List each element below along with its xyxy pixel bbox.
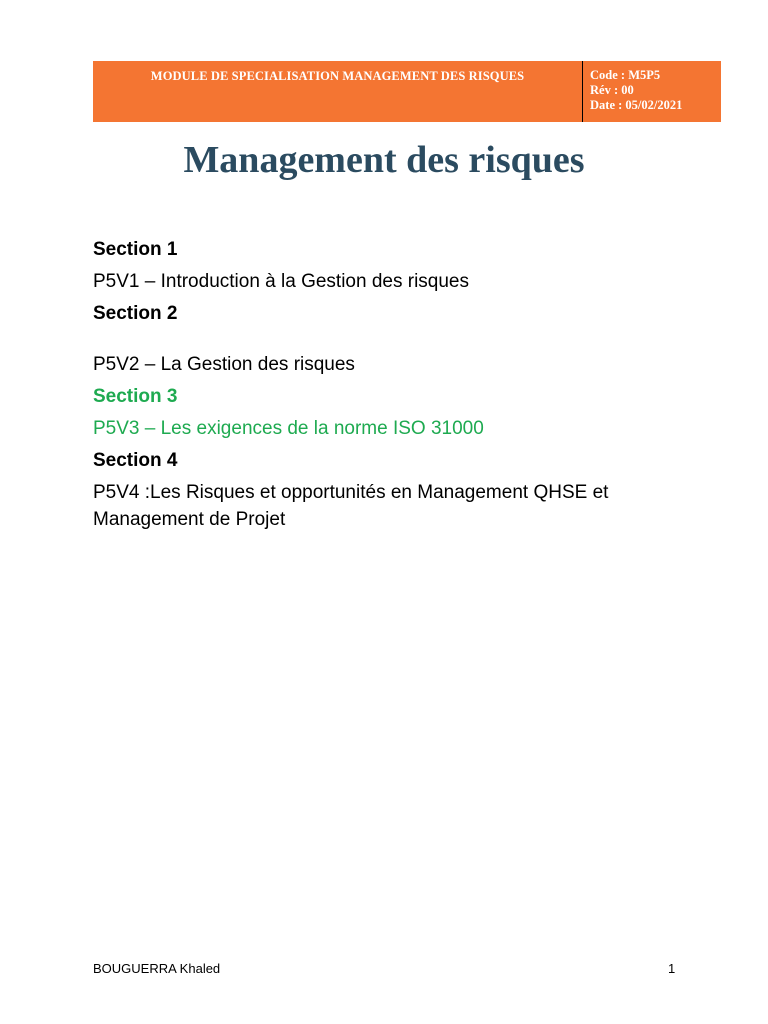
document-code: Code : M5P5 <box>590 68 661 82</box>
section-1-text: P5V1 – Introduction à la Gestion des risques <box>93 271 470 292</box>
section-4-heading: Section 4 <box>93 450 178 471</box>
document-revision: Rév : 00 <box>590 83 634 97</box>
document-date: Date : 05/02/2021 <box>590 98 683 112</box>
document-header <box>93 61 721 122</box>
section-1-heading: Section 1 <box>93 239 178 260</box>
section-2-heading: Section 2 <box>93 303 178 324</box>
module-title: MODULE DE SPECIALISATION MANAGEMENT DES RISQUES <box>93 61 583 122</box>
section-2-text: P5V2 – La Gestion des risques <box>93 354 355 375</box>
footer-author: BOUGUERRA Khaled <box>93 961 221 976</box>
footer-page-number: 1 <box>668 961 676 976</box>
section-3-heading: Section 3 <box>93 386 178 407</box>
section-4-text: P5V4 :Les Risques et opportunités en Management QHSE et Management de Projet <box>93 482 609 530</box>
section-3-text: P5V3 – Les exigences de la norme ISO 31000 <box>93 418 484 439</box>
document-meta <box>583 61 721 122</box>
page-title: Management des risques <box>183 139 585 181</box>
section-list <box>93 236 713 533</box>
